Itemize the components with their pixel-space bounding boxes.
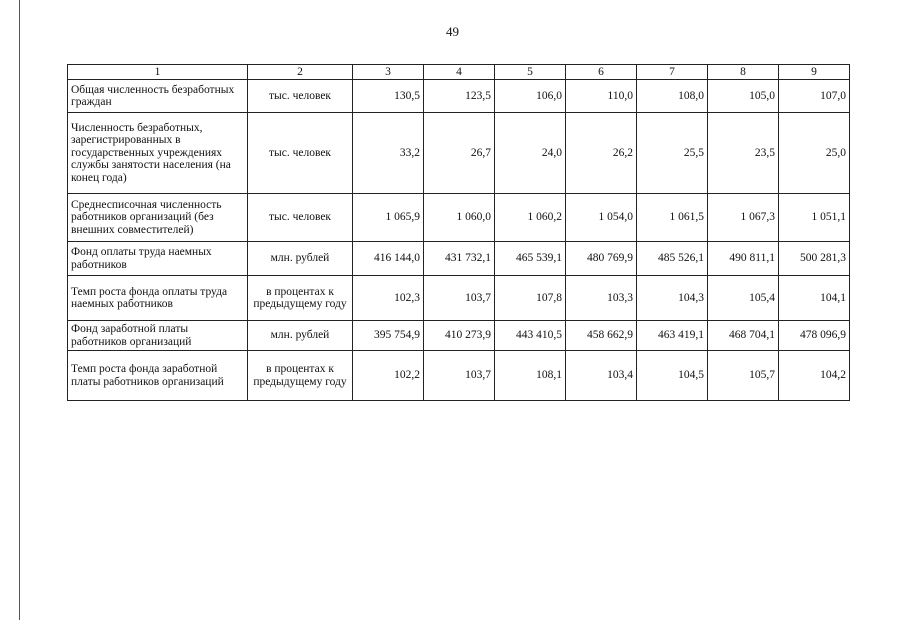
indicator-cell: Среднесписочная численность работников организаций (без внешних совместителей) (68, 194, 248, 242)
value-cell: 416 144,0 (353, 242, 424, 276)
value-cell: 23,5 (708, 113, 779, 194)
value-cell: 107,0 (779, 80, 850, 113)
indicator-cell: Темп роста фонда оплаты труда наемных работников (68, 276, 248, 321)
value-cell: 105,0 (708, 80, 779, 113)
value-cell: 395 754,9 (353, 321, 424, 351)
column-header: 1 (68, 65, 248, 80)
value-cell: 490 811,1 (708, 242, 779, 276)
table-row (68, 321, 850, 351)
table-row (68, 80, 850, 113)
value-cell: 108,0 (637, 80, 708, 113)
value-cell: 123,5 (424, 80, 495, 113)
unit-cell: тыс. человек (248, 80, 353, 113)
unit-cell: тыс. человек (248, 113, 353, 194)
unit-cell: млн. рублей (248, 242, 353, 276)
column-header: 7 (637, 65, 708, 80)
value-cell: 103,7 (424, 276, 495, 321)
page-left-edge (19, 0, 20, 620)
value-cell: 1 061,5 (637, 194, 708, 242)
value-cell: 105,4 (708, 276, 779, 321)
table-row (68, 242, 850, 276)
value-cell: 103,7 (424, 351, 495, 401)
value-cell: 106,0 (495, 80, 566, 113)
value-cell: 102,2 (353, 351, 424, 401)
value-cell: 25,5 (637, 113, 708, 194)
value-cell: 1 051,1 (779, 194, 850, 242)
value-cell: 468 704,1 (708, 321, 779, 351)
unit-cell: в процентах к предыдущему году (248, 276, 353, 321)
value-cell: 1 060,2 (495, 194, 566, 242)
table-row (68, 194, 850, 242)
value-cell: 104,1 (779, 276, 850, 321)
table-row (68, 276, 850, 321)
unit-cell: млн. рублей (248, 321, 353, 351)
value-cell: 480 769,9 (566, 242, 637, 276)
value-cell: 130,5 (353, 80, 424, 113)
statistics-table (67, 64, 850, 401)
value-cell: 410 273,9 (424, 321, 495, 351)
indicator-cell: Численность безработных, зарегистрированных в государственных учреждениях службы занятости населения (на конец года) (68, 113, 248, 194)
page-number: 49 (446, 24, 459, 39)
table-row (68, 351, 850, 401)
unit-cell: в процентах к предыдущему году (248, 351, 353, 401)
value-cell: 465 539,1 (495, 242, 566, 276)
column-number-row (68, 65, 850, 80)
indicator-cell: Фонд заработной платы работников организаций (68, 321, 248, 351)
value-cell: 103,4 (566, 351, 637, 401)
indicator-cell: Фонд оплаты труда наемных работников (68, 242, 248, 276)
table-row (68, 113, 850, 194)
value-cell: 458 662,9 (566, 321, 637, 351)
value-cell: 26,2 (566, 113, 637, 194)
value-cell: 25,0 (779, 113, 850, 194)
value-cell: 478 096,9 (779, 321, 850, 351)
value-cell: 102,3 (353, 276, 424, 321)
column-header: 4 (424, 65, 495, 80)
value-cell: 26,7 (424, 113, 495, 194)
indicator-cell: Темп роста фонда заработной платы работников организаций (68, 351, 248, 401)
value-cell: 33,2 (353, 113, 424, 194)
value-cell: 107,8 (495, 276, 566, 321)
value-cell: 104,2 (779, 351, 850, 401)
value-cell: 1 065,9 (353, 194, 424, 242)
value-cell: 443 410,5 (495, 321, 566, 351)
value-cell: 463 419,1 (637, 321, 708, 351)
value-cell: 108,1 (495, 351, 566, 401)
value-cell: 1 067,3 (708, 194, 779, 242)
value-cell: 1 054,0 (566, 194, 637, 242)
value-cell: 500 281,3 (779, 242, 850, 276)
unit-cell: тыс. человек (248, 194, 353, 242)
value-cell: 485 526,1 (637, 242, 708, 276)
value-cell: 103,3 (566, 276, 637, 321)
value-cell: 431 732,1 (424, 242, 495, 276)
indicator-cell: Общая численность безработных граждан (68, 80, 248, 113)
value-cell: 110,0 (566, 80, 637, 113)
value-cell: 24,0 (495, 113, 566, 194)
value-cell: 104,3 (637, 276, 708, 321)
table-body (68, 80, 850, 401)
value-cell: 104,5 (637, 351, 708, 401)
column-header: 2 (248, 65, 353, 80)
column-header: 8 (708, 65, 779, 80)
column-header: 5 (495, 65, 566, 80)
value-cell: 105,7 (708, 351, 779, 401)
column-header: 9 (779, 65, 850, 80)
column-header: 3 (353, 65, 424, 80)
column-header: 6 (566, 65, 637, 80)
value-cell: 1 060,0 (424, 194, 495, 242)
